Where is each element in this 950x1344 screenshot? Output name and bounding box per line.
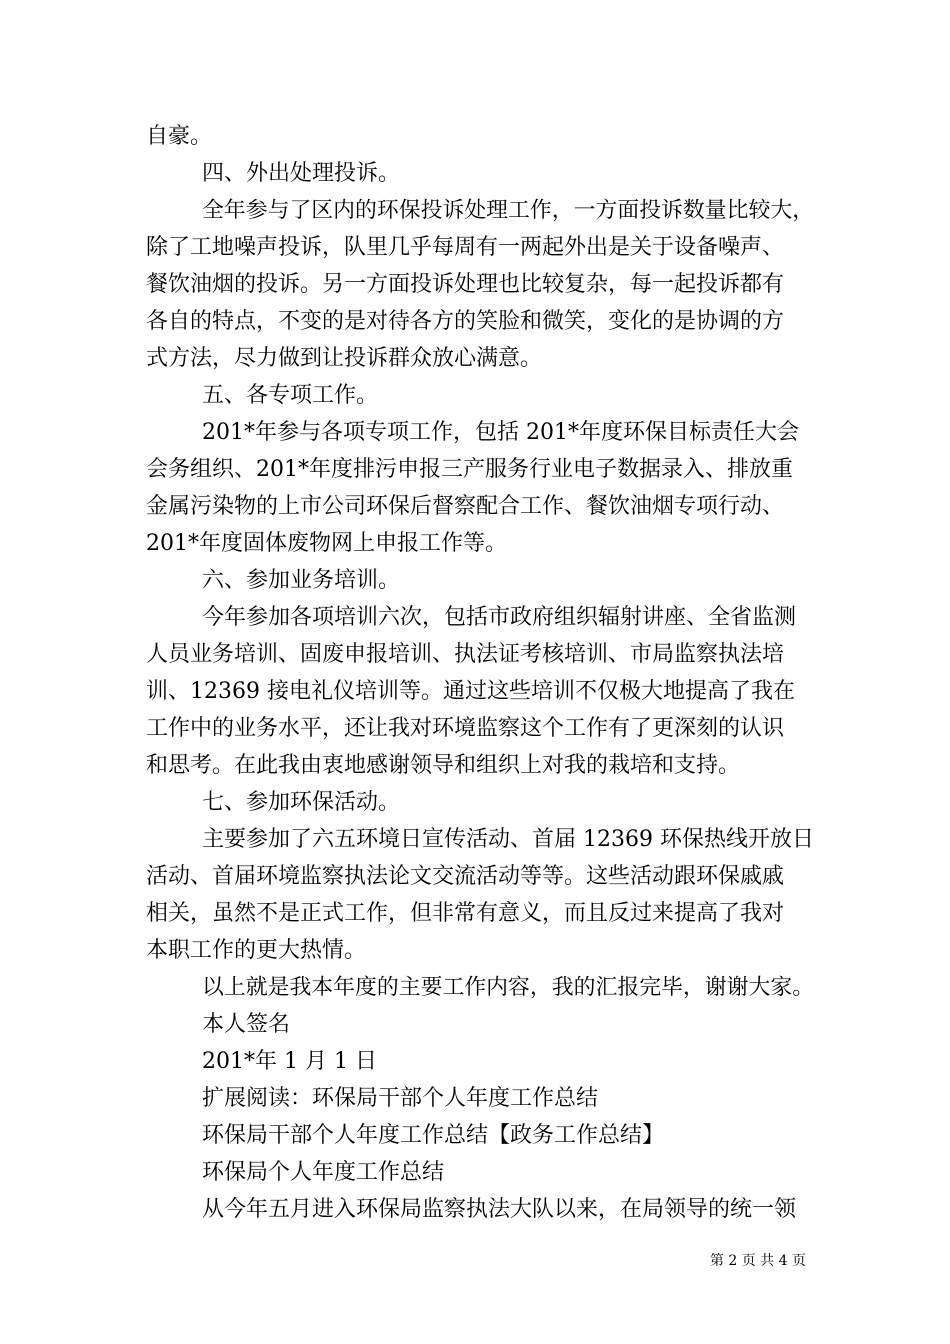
text-line: 金属污染物的上市公司环保后督察配合工作、餐饮油烟专项行动、	[146, 494, 785, 519]
text-line: 从今年五月进入环保局监察执法大队以来，在局领导的统一领	[202, 1197, 797, 1222]
text-line: 本职工作的更大热情。	[146, 938, 367, 963]
text-line: 各自的特点，不变的是对待各方的笑脸和微笑，变化的是协调的方	[146, 309, 785, 334]
text-line: 式方法，尽力做到让投诉群众放心满意。	[146, 346, 543, 371]
text-line: 全年参与了区内的环保投诉处理工作，一方面投诉数量比较大，	[202, 198, 815, 223]
text-line: 餐饮油烟的投诉。另一方面投诉处理也比较复杂，每一起投诉都有	[146, 272, 785, 297]
text-line: 训、12369 接电礼仪培训等。通过这些培训不仅极大地提高了我在	[146, 679, 795, 704]
text-line: 201*年参与各项专项工作，包括 201*年度环保目标责任大会	[202, 420, 799, 445]
text-line: 和思考。在此我由衷地感谢领导和组织上对我的栽培和支持。	[146, 753, 741, 778]
text-line: 会务组织、201*年度排污申报三产服务行业电子数据录入、排放重	[146, 457, 793, 482]
text-line: 相关，虽然不是正式工作，但非常有意义，而且反过来提高了我对	[146, 901, 785, 926]
text-line: 人员业务培训、固废申报培训、执法证考核培训、市局监察执法培	[146, 642, 785, 667]
text-line: 自豪。	[146, 124, 213, 149]
text-line: 本人签名	[202, 1012, 291, 1037]
text-line: 今年参加各项培训六次，包括市政府组织辐射讲座、全省监测	[202, 605, 797, 630]
text-line: 201*年度固体废物网上申报工作等。	[146, 531, 507, 556]
text-line: 活动、首届环境监察执法论文交流活动等等。这些活动跟环保戚戚	[146, 864, 785, 889]
page-number-footer: 第 2 页 共 4 页	[709, 1253, 806, 1269]
text-line: 以上就是我本年度的主要工作内容，我的汇报完毕，谢谢大家。	[202, 975, 815, 1000]
text-line: 环保局个人年度工作总结	[202, 1160, 445, 1185]
text-line: 四、外出处理投诉。	[202, 161, 401, 186]
text-line: 工作中的业务水平，还让我对环境监察这个工作有了更深刻的认识	[146, 716, 785, 741]
text-line: 主要参加了六五环境日宣传活动、首届 12369 环保热线开放日	[202, 827, 814, 852]
text-line: 除了工地噪声投诉，队里几乎每周有一两起外出是关于设备噪声、	[146, 235, 785, 260]
text-line: 五、各专项工作。	[202, 383, 379, 408]
text-line: 扩展阅读：环保局干部个人年度工作总结	[202, 1086, 599, 1111]
text-line: 七、参加环保活动。	[202, 790, 401, 815]
text-line: 环保局干部个人年度工作总结【政务工作总结】	[202, 1123, 665, 1148]
document-body	[146, 118, 814, 1228]
text-line: 六、参加业务培训。	[202, 568, 401, 593]
text-line: 201*年 1 月 1 日	[202, 1049, 377, 1074]
